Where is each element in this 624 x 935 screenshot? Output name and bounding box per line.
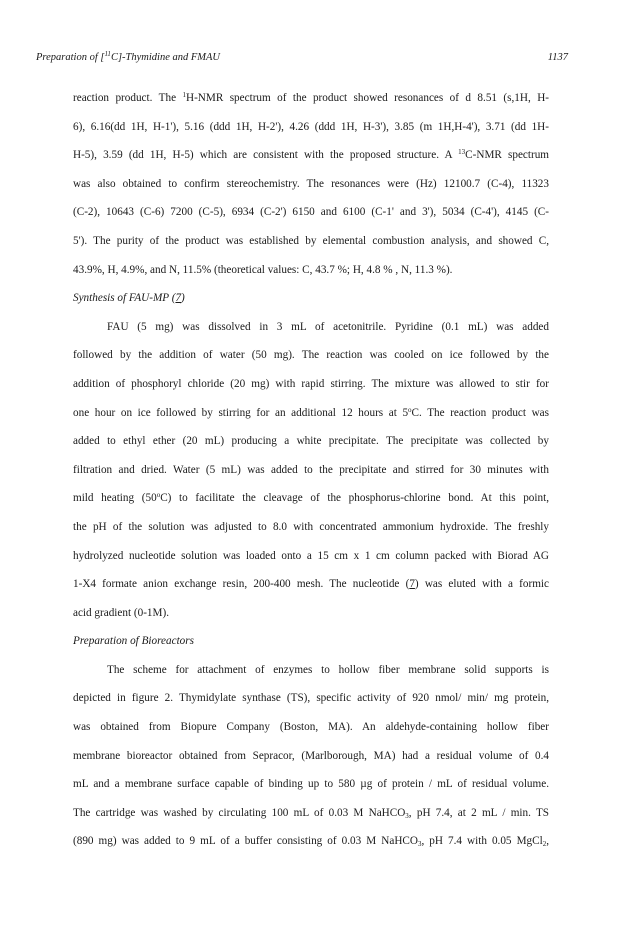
page-body	[73, 90, 549, 862]
text-line: membrane bioreactor obtained from Sepracor, (Marlborough, MA) had a residual volume of 0.4	[73, 749, 549, 762]
text-line: mL and a membrane surface capable of binding up to 580 µg of protein / mL of residual volume.	[73, 778, 549, 791]
page-number: 1137	[547, 52, 568, 63]
text-line: acid gradient (0-1M).	[73, 606, 169, 619]
text-line: depicted in figure 2. Thymidylate synthase (TS), specific activity of 920 nmol/ min/ mg protein,	[73, 692, 549, 705]
text-line: 43.9%, H, 4.9%, and N, 11.5% (theoretical values: C, 43.7 %; H, 4.8 % , N, 11.3 %).	[73, 263, 453, 276]
text-line: (C-2), 10643 (C-6) 7200 (C-5), 6934 (C-2') 6150 and 6100 (C-1' and 3'), 5034 (C-4'), 4145 (C-	[73, 206, 549, 219]
running-header	[36, 52, 568, 68]
text-line: was obtained from Biopure Company (Boston, MA). An aldehyde-containing hollow fiber	[73, 721, 549, 734]
section-heading-fau-mp: Synthesis of FAU-MP (7)	[73, 292, 185, 305]
text-line: The scheme for attachment of enzymes to hollow fiber membrane solid supports is	[107, 663, 549, 676]
text-line: H-5), 3.59 (dd 1H, H-5) which are consistent with the proposed structure. A $^{13}$C-NMR spectrum	[73, 148, 550, 162]
text-line: (890 mg) was added to 9 mL of a buffer consisting of 0.03 M NaHCO$_3$, pH 7.4 with 0.05 MgCl$_2$,	[73, 835, 549, 849]
text-line: 1-X4 formate anion exchange resin, 200-400 mesh. The nucleotide (7) was eluted with a formic	[73, 578, 549, 591]
running-title: Preparation of [$^{11}$C]-Thymidine and FMAU	[36, 50, 221, 63]
text-line: was also obtained to confirm stereochemistry. The resonances were (Hz) 12100.7 (C-4), 11323	[73, 177, 549, 190]
text-line: reaction product. The $^1$H-NMR spectrum of the product showed resonances of d 8.51 (s,1H, H-	[73, 91, 549, 104]
text-line: added to ethyl ether (20 mL) producing a white precipitate. The precipitate was collected by	[73, 435, 549, 448]
text-line: followed by the addition of water (50 mg). The reaction was cooled on ice followed by the	[73, 349, 549, 362]
text-line: one hour on ice followed by stirring for an additional 12 hours at 5$^o$C. The reaction product was	[73, 405, 550, 419]
text-line: 5'). The purity of the product was established by elemental combustion analysis, and showed C,	[73, 234, 549, 247]
section-heading-bioreactors: Preparation of Bioreactors	[73, 635, 194, 648]
text-line: 6), 6.16(dd 1H, H-1'), 5.16 (ddd 1H, H-2'), 4.26 (ddd 1H, H-3'), 3.85 (m 1H,H-4'), 3.71 (dd 1H-	[73, 120, 549, 133]
text-line: filtration and dried. Water (5 mL) was added to the precipitate and stirred for 30 minutes with	[73, 463, 549, 476]
text-line: hydrolyzed nucleotide solution was loaded onto a 15 cm x 1 cm column packed with Biorad AG	[73, 549, 549, 562]
text-line: the pH of the solution was adjusted to 8.0 with concentrated ammonium hydroxide. The freshly	[73, 520, 549, 533]
text-line: FAU (5 mg) was dissolved in 3 mL of acetonitrile. Pyridine (0.1 mL) was added	[107, 320, 549, 333]
text-line: mild heating (50$^o$C) to facilitate the cleavage of the phosphorus-chlorine bond. At this point,	[73, 491, 550, 505]
text-line: The cartridge was washed by circulating 100 mL of 0.03 M NaHCO$_3$, pH 7.4, at 2 mL / min. TS	[73, 806, 550, 820]
text-line: addition of phosphoryl chloride (20 mg) with rapid stirring. The mixture was allowed to stir for	[73, 377, 549, 390]
